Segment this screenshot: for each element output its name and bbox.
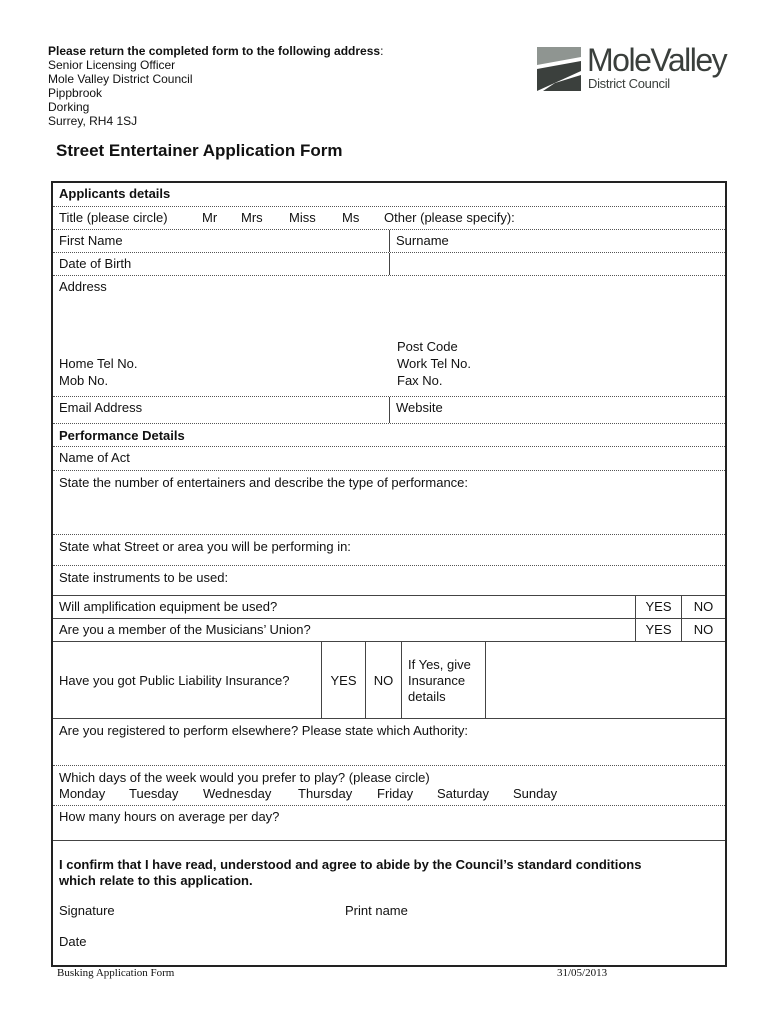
street-label: State what Street or area you will be performing in: (59, 539, 351, 554)
address-line: Mole Valley District Council (48, 72, 193, 86)
days-question: Which days of the week would you prefer to play? (please circle) (59, 770, 430, 785)
logo-name: MoleValley (587, 42, 727, 78)
heading-colon: : (380, 44, 384, 58)
musicians-union-yes[interactable] (635, 619, 681, 641)
address-line: Dorking (48, 100, 90, 114)
yes-label: YES (645, 599, 672, 614)
day-monday[interactable]: Monday (59, 786, 106, 801)
title-option-miss[interactable]: Miss (289, 210, 316, 225)
insurance-details-line: Insurance (408, 673, 466, 688)
day-thursday[interactable]: Thursday (298, 786, 353, 801)
logo-subtitle: District Council (588, 76, 670, 91)
print-name-label[interactable]: Print name (345, 903, 408, 918)
day-saturday[interactable]: Saturday (437, 786, 490, 801)
mob-label: Mob No. (59, 373, 109, 388)
title-label: Title (please circle) (59, 210, 168, 225)
amplification-label: Will amplification equipment be used? (59, 599, 278, 614)
applicant-section-header (53, 183, 725, 206)
insurance-no[interactable] (365, 642, 401, 718)
registered-label: Are you registered to perform elsewhere? Please state which Authority: (59, 723, 468, 738)
work-tel-label: Work Tel No. (397, 356, 471, 371)
no-label: NO (373, 673, 394, 688)
day-friday[interactable]: Friday (377, 786, 414, 801)
name-row (53, 229, 725, 252)
first-name-field[interactable] (53, 230, 389, 252)
entertainers-field[interactable] (53, 470, 725, 534)
registered-field[interactable] (53, 718, 725, 765)
form-title: Street Entertainer Application Form (56, 141, 343, 160)
instruments-label: State instruments to be used: (59, 570, 229, 585)
title-row (53, 206, 725, 229)
confirmation-line-2: which relate to this application. (59, 873, 253, 888)
title-option-mr[interactable]: Mr (202, 210, 218, 225)
insurance-details-line: If Yes, give (408, 657, 471, 672)
website-label: Website (396, 400, 443, 415)
name-of-act-field[interactable] (53, 446, 725, 470)
confirmation-line-1: I confirm that I have read, understood and agree to abide by the Council’s standard conditions (59, 857, 642, 872)
website-field[interactable] (389, 397, 725, 423)
address-label: Address (59, 279, 107, 294)
dob-label: Date of Birth (59, 256, 132, 271)
email-field[interactable] (53, 397, 389, 423)
days-row (53, 765, 725, 805)
no-label: NO (693, 622, 714, 637)
footer-form-name: Busking Application Form (57, 967, 175, 979)
title-option-mrs[interactable]: Mrs (241, 210, 263, 225)
insurance-details-line: details (408, 689, 446, 704)
day-wednesday[interactable]: Wednesday (203, 786, 272, 801)
date-label[interactable]: Date (59, 934, 87, 949)
dob-row (53, 252, 725, 275)
yes-label: YES (330, 673, 357, 688)
yes-label: YES (645, 622, 672, 637)
title-option-ms[interactable]: Ms (342, 210, 360, 225)
email-label: Email Address (59, 400, 143, 415)
hours-label: How many hours on average per day? (59, 809, 280, 824)
performance-section-header (53, 423, 725, 446)
signature-label[interactable]: Signature (59, 903, 115, 918)
fax-label: Fax No. (397, 373, 443, 388)
day-sunday[interactable]: Sunday (513, 786, 558, 801)
section-title: Applicants details (59, 186, 171, 201)
hours-field[interactable] (53, 805, 725, 840)
day-tuesday[interactable]: Tuesday (129, 786, 179, 801)
return-address-heading: Please return the completed form to the following address (48, 44, 381, 58)
email-row (53, 396, 725, 423)
insurance-yes[interactable] (321, 642, 365, 718)
section-title: Performance Details (59, 428, 185, 443)
surname-label: Surname (396, 233, 449, 248)
insurance-details-label (401, 642, 486, 718)
dob-field[interactable] (53, 253, 389, 275)
instruments-field[interactable] (53, 565, 725, 595)
surname-field[interactable] (389, 230, 725, 252)
street-field[interactable] (53, 534, 725, 565)
address-block[interactable] (53, 275, 725, 396)
logo-mark-icon (537, 47, 583, 91)
amplification-yes[interactable] (635, 596, 681, 618)
post-code-label: Post Code (397, 339, 458, 354)
return-address (48, 44, 383, 128)
musicians-union-label: Are you a member of the Musicians’ Union? (59, 622, 311, 637)
amplification-no[interactable] (681, 596, 725, 618)
address-line: Surrey, RH4 1SJ (48, 114, 138, 128)
address-line: Senior Licensing Officer (48, 58, 176, 72)
amplification-row (53, 595, 725, 618)
entertainers-label: State the number of entertainers and describe the type of performance: (59, 475, 469, 490)
council-logo (537, 42, 752, 95)
musicians-union-no[interactable] (681, 619, 725, 641)
footer-date: 31/05/2013 (557, 967, 608, 979)
name-of-act-label: Name of Act (59, 450, 130, 465)
musicians-union-row (53, 618, 725, 641)
home-tel-label: Home Tel No. (59, 356, 138, 371)
confirmation-block (53, 840, 725, 965)
no-label: NO (693, 599, 714, 614)
insurance-row (53, 641, 725, 718)
application-form (51, 181, 727, 967)
blank-cell (389, 253, 725, 275)
insurance-details-field[interactable] (486, 642, 725, 718)
first-name-label: First Name (59, 233, 123, 248)
insurance-label: Have you got Public Liability Insurance? (59, 673, 290, 688)
title-other-label: Other (please specify): (384, 210, 515, 225)
address-line: Pippbrook (48, 86, 103, 100)
